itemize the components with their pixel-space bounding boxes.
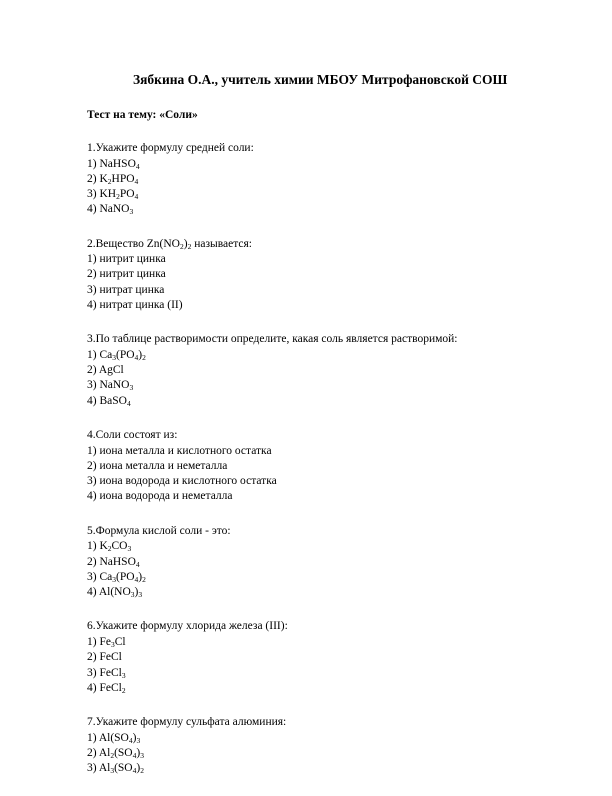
answer-option: 3) нитрат цинка bbox=[87, 283, 165, 296]
test-title: Тест на тему: «Соли» bbox=[87, 109, 198, 121]
question-7 bbox=[87, 715, 457, 776]
question-text: 5.Формула кислой соли - это: bbox=[87, 524, 231, 537]
answer-option: 3) $Ca_3(PO_4)_2$ bbox=[87, 570, 146, 584]
answer-option: 1) $K_2CO_3$ bbox=[87, 540, 132, 554]
answer-option: 1) иона металла и кислотного остатка bbox=[87, 444, 272, 457]
answer-option: 2) $Al_2(SO_4)_3$ bbox=[87, 746, 144, 760]
answer-option: 4) иона водорода и неметалла bbox=[87, 490, 233, 503]
answer-option: 1) нитрит цинка bbox=[87, 253, 166, 266]
answer-option: 1) NaHSO$_4$ bbox=[87, 157, 140, 171]
question-text: 7.Укажите формулу сульфата алюминия: bbox=[87, 716, 287, 729]
question-3 bbox=[87, 332, 457, 409]
answer-option: 2) нитрит цинка bbox=[87, 268, 166, 281]
answer-option: 4) BaSO$_4$ bbox=[87, 394, 131, 408]
question-text: 2.Вещество $Zn(NO_2)_2$ называется: bbox=[87, 237, 252, 251]
question-6 bbox=[87, 619, 457, 696]
answer-option: 3) FeCl$_3$ bbox=[87, 666, 126, 680]
answer-option: 2) NaHSO$_4$ bbox=[87, 555, 140, 569]
answer-option: 3) $Al_3(SO_4)_2$ bbox=[87, 762, 144, 776]
question-1 bbox=[87, 141, 457, 218]
answer-option: 1) $Al(SO_4)_3$ bbox=[87, 731, 141, 745]
answer-option: 2) AgCl bbox=[87, 364, 124, 377]
answer-option: 4) NaNO$_3$ bbox=[87, 203, 134, 217]
answer-option: 2) FeCl bbox=[87, 651, 122, 664]
answer-option: 4) $Al(NO_3)_3$ bbox=[87, 586, 143, 600]
answer-option: 3) NaNO$_3$ bbox=[87, 379, 134, 393]
questions-list bbox=[87, 141, 457, 796]
question-text: 1.Укажите формулу средней соли: bbox=[87, 142, 254, 154]
author-header: Зябкина О.А., учитель химии МБОУ Митрофановской СОШ bbox=[133, 72, 508, 87]
question-5 bbox=[87, 524, 457, 601]
answer-option: 4) FeCl$_2$ bbox=[87, 681, 126, 695]
answer-option: 4) нитрат цинка (II) bbox=[87, 299, 183, 312]
question-text: 4.Соли состоят из: bbox=[87, 429, 178, 442]
answer-option: 2) $K_2HPO_4$ bbox=[87, 172, 139, 186]
answer-option: 1) $Fe_3Cl$ bbox=[87, 635, 126, 649]
answer-option: 3) $KH_2PO_4$ bbox=[87, 188, 139, 202]
question-2 bbox=[87, 237, 457, 314]
answer-option: 1) $Ca_3(PO_4)_2$ bbox=[87, 348, 146, 362]
answer-option: 3) иона водорода и кислотного остатка bbox=[87, 475, 277, 488]
question-text: 6.Укажите формулу хлорида железа (III): bbox=[87, 620, 288, 633]
answer-option: 2) иона металла и неметалла bbox=[87, 459, 228, 472]
question-text: 3.По таблице растворимости определите, какая соль является растворимой: bbox=[87, 333, 458, 346]
question-4 bbox=[87, 428, 457, 505]
